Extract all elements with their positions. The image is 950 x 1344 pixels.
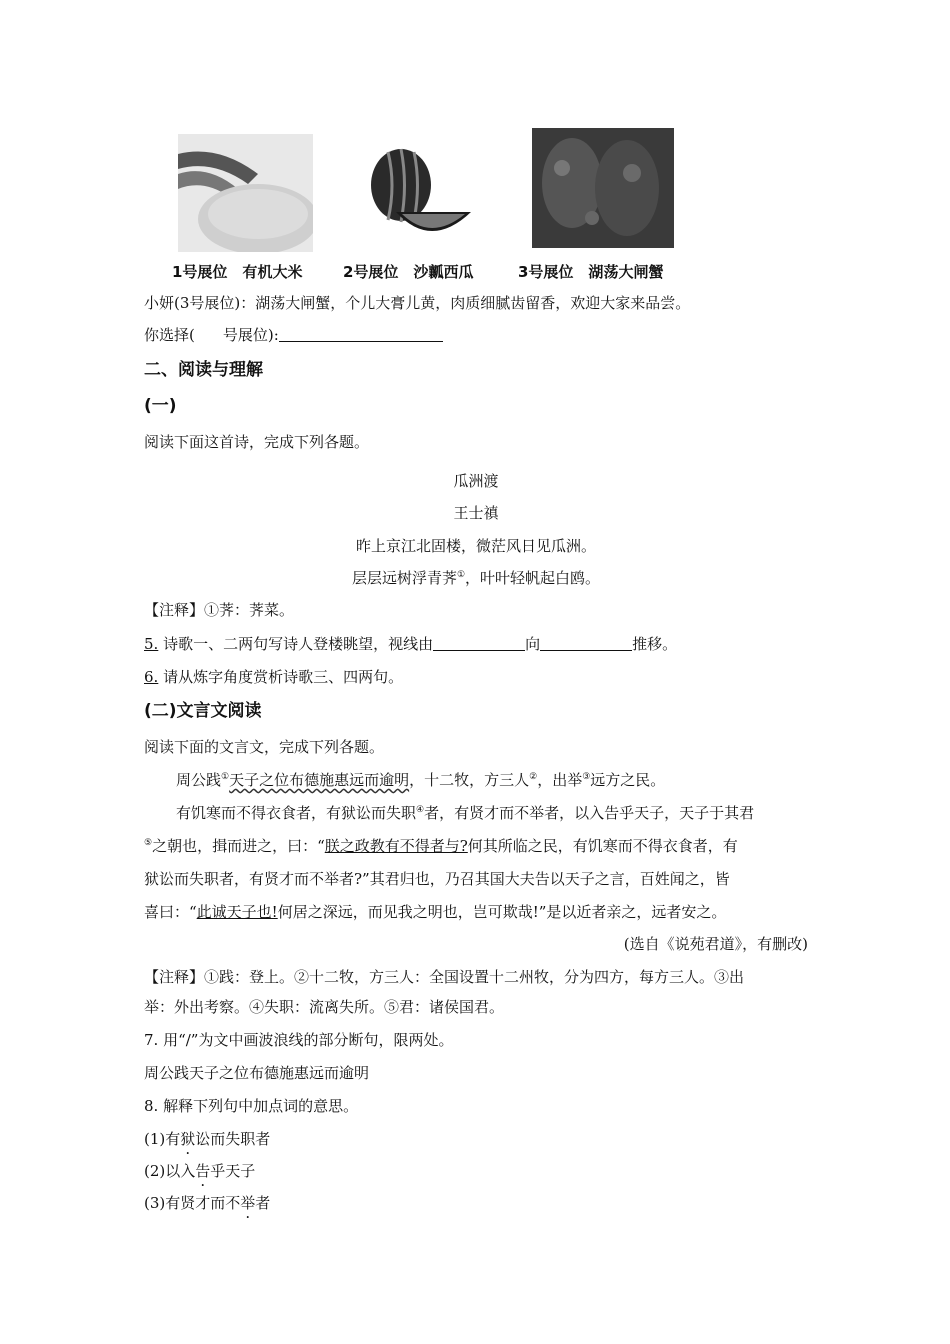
note-2-line-2: 举：外出考察。④失职：流离失所。⑤君：诸侯国君。 bbox=[144, 998, 505, 1016]
poem-line-2 bbox=[144, 567, 808, 588]
q8-2-a: (2)以入 bbox=[144, 1162, 196, 1180]
p1-a: 周公践 bbox=[176, 771, 222, 789]
poem-line-1: 昨上京江北固楼，微茫风日见瓜洲。 bbox=[355, 537, 596, 555]
underlined-sentence-2: 此诚天子也! bbox=[196, 903, 278, 921]
p2-l2-a: 之朝也，揖而进之，曰：“ bbox=[152, 837, 325, 855]
p1-c: ，十二牧，方三人 bbox=[409, 771, 530, 789]
p1-note-ref-3: ③ bbox=[582, 772, 591, 782]
poem-line-2-a: 层层远树浮青荠 bbox=[351, 569, 457, 587]
question-5-text-c: 推移。 bbox=[632, 635, 678, 653]
xiaoyan-line: 小妍(3号展位)：湖荡大闸蟹，个儿大膏儿黄，肉质细腻齿留香，欢迎大家来品尝。 bbox=[144, 294, 691, 312]
exhibit-3-caption: 3号展位 湖荡大闸蟹 bbox=[518, 263, 664, 281]
choose-line bbox=[144, 325, 443, 345]
p1-note-ref-2: ② bbox=[529, 772, 538, 782]
p2-l2-c: 何其所临之民，有饥寒而不得衣食者，有 bbox=[467, 837, 738, 855]
crab-image bbox=[532, 128, 674, 248]
note-2-line-1: 【注释】①践：登上。②十二牧，方三人：全国设置十二州牧，分为四方，每方三人。③出 bbox=[144, 968, 745, 986]
question-5-blank-2[interactable] bbox=[540, 636, 632, 651]
watermelon-image bbox=[366, 140, 476, 246]
underlined-sentence-1: 朕之政教有不得者与? bbox=[324, 837, 468, 855]
question-8-item-2 bbox=[144, 1161, 255, 1181]
question-7: 7. 用“/”为文中画波浪线的部分断句，限两处。 bbox=[144, 1031, 454, 1049]
p2-l1-b: 者，有贤才而不举者，以入告乎天子，天子于其君 bbox=[424, 804, 755, 822]
poem-line-2-b: ，叶叶轻帆起白鸥。 bbox=[465, 569, 601, 587]
rice-image bbox=[178, 134, 313, 252]
choose-mid: 号展位): bbox=[222, 326, 279, 344]
part2-title: (二)文言文阅读 bbox=[144, 701, 262, 721]
passage-paragraph-1 bbox=[176, 770, 665, 790]
wavy-underlined-sentence: 天子之位布德施惠远而逾明 bbox=[229, 771, 410, 789]
dotted-word-1: 狱 bbox=[180, 1130, 196, 1148]
part2-instruction: 阅读下面的文言文，完成下列各题。 bbox=[144, 738, 385, 756]
passage-p2-line-3: 狱讼而失职者，有贤才而不举者?”其君归也，乃召其国大夫告以天子之言，百姓闻之，皆 bbox=[144, 870, 730, 888]
p2-l1-a: 有饥寒而不得衣食者，有狱讼而失职 bbox=[176, 804, 417, 822]
choose-answer-blank[interactable] bbox=[279, 327, 443, 342]
p2-note-ref-4: ④ bbox=[416, 805, 425, 815]
choose-prefix: 你选择( bbox=[144, 326, 195, 344]
p2-l4-c: 何居之深远，而见我之明也，岂可欺哉!”是以近者亲之，远者安之。 bbox=[277, 903, 727, 921]
p2-l4-a: 喜曰：“ bbox=[144, 903, 197, 921]
question-8-item-3 bbox=[144, 1193, 270, 1213]
question-6-number: 6. bbox=[144, 668, 159, 686]
q8-3-c: 者 bbox=[255, 1194, 271, 1212]
q8-2-c: 乎天子 bbox=[210, 1162, 256, 1180]
dotted-word-3: 举 bbox=[240, 1194, 256, 1212]
question-5-text-b: 向 bbox=[525, 635, 541, 653]
question-7-sentence: 周公践天子之位布德施惠远而逾明 bbox=[144, 1064, 370, 1082]
note-1: 【注释】①荠：荠菜。 bbox=[144, 601, 295, 619]
passage-p2-line-2 bbox=[144, 836, 738, 856]
crab-icon bbox=[532, 128, 674, 248]
passage-source: (选自《说苑君道》，有删改) bbox=[623, 935, 808, 953]
part1-instruction: 阅读下面这首诗，完成下列各题。 bbox=[144, 433, 370, 451]
p1-d: ，出举 bbox=[537, 771, 583, 789]
watermelon-icon bbox=[366, 140, 476, 246]
exhibit-1-caption: 1号展位 有机大米 bbox=[172, 263, 303, 281]
poem-title: 瓜洲渡 bbox=[453, 472, 499, 490]
question-5-blank-1[interactable] bbox=[433, 636, 525, 651]
question-8-item-1 bbox=[144, 1129, 270, 1149]
exhibit-2-caption: 2号展位 沙瓤西瓜 bbox=[343, 263, 474, 281]
q8-3-a: (3)有贤才而不 bbox=[144, 1194, 241, 1212]
p2-note-ref-5: ⑤ bbox=[144, 838, 153, 848]
question-5-number: 5. bbox=[144, 635, 159, 653]
part1-title: (一) bbox=[144, 396, 177, 416]
p1-note-ref-1: ① bbox=[221, 772, 230, 782]
poem-author: 王士禛 bbox=[453, 504, 499, 522]
p1-e: 远方之民。 bbox=[590, 771, 666, 789]
section2-title: 二、阅读与理解 bbox=[144, 360, 263, 380]
rice-icon bbox=[178, 134, 313, 252]
q8-1-c: 讼而失职者 bbox=[195, 1130, 271, 1148]
q8-1-a: (1)有 bbox=[144, 1130, 181, 1148]
question-6 bbox=[144, 667, 403, 687]
question-6-text: 请从炼字角度赏析诗歌三、四两句。 bbox=[163, 668, 404, 686]
passage-p2-line-1 bbox=[176, 803, 754, 823]
note-ref-1: ① bbox=[456, 570, 466, 580]
passage-p2-line-4 bbox=[144, 902, 726, 922]
question-5-text-a: 诗歌一、二两句写诗人登楼眺望，视线由 bbox=[163, 635, 434, 653]
question-5 bbox=[144, 634, 677, 654]
question-8: 8. 解释下列句中加点词的意思。 bbox=[144, 1097, 359, 1115]
dotted-word-2: 告 bbox=[195, 1162, 211, 1180]
